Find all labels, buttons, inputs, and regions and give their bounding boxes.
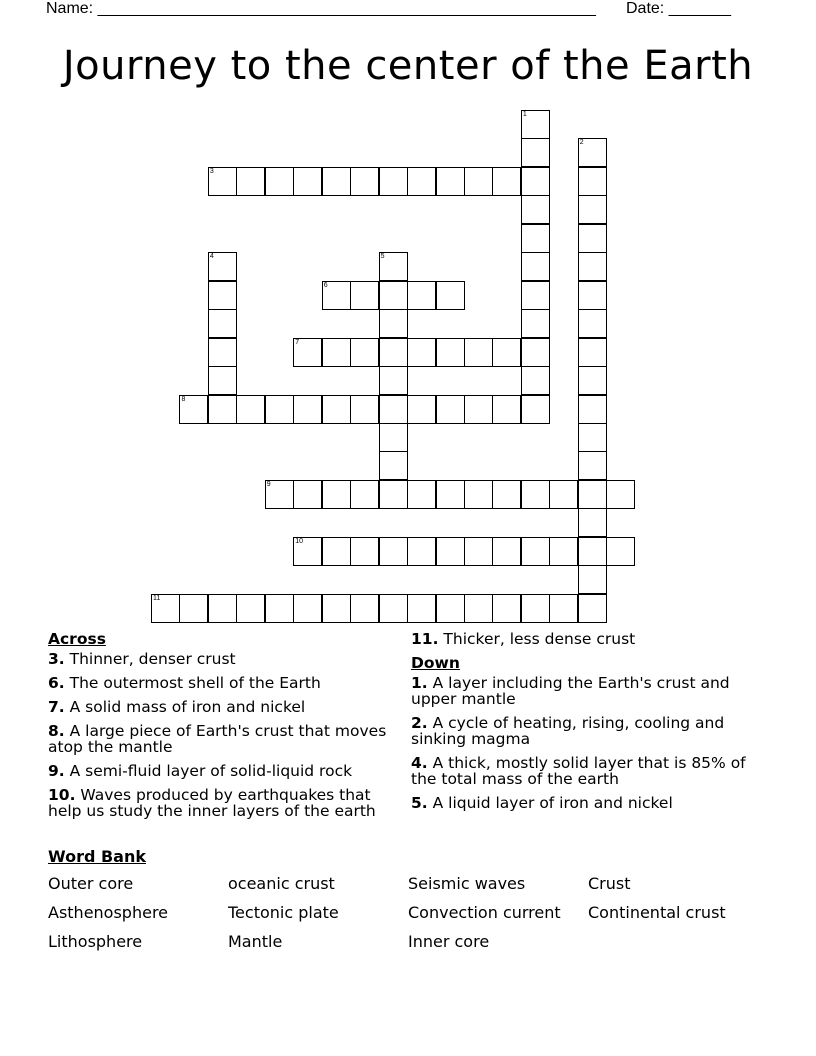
crossword-cell[interactable] bbox=[578, 309, 607, 338]
crossword-cell[interactable] bbox=[379, 537, 408, 566]
clue-number: 8. bbox=[48, 722, 65, 740]
crossword-cell[interactable] bbox=[578, 594, 607, 623]
clue-text: A liquid layer of iron and nickel bbox=[432, 794, 673, 812]
crossword-cell[interactable] bbox=[379, 451, 408, 480]
crossword-cell[interactable] bbox=[549, 537, 578, 566]
crossword-cell[interactable] bbox=[521, 167, 550, 196]
crossword-cell[interactable] bbox=[208, 309, 237, 338]
crossword-cell[interactable] bbox=[492, 594, 521, 623]
crossword-cell[interactable] bbox=[407, 594, 436, 623]
crossword-cell[interactable] bbox=[379, 252, 408, 281]
clue-number: 3. bbox=[48, 650, 65, 668]
crossword-cell[interactable] bbox=[578, 395, 607, 424]
crossword-cell[interactable] bbox=[492, 395, 521, 424]
clue-number: 7. bbox=[48, 698, 65, 716]
clue-number: 4. bbox=[411, 754, 428, 772]
crossword-cell[interactable] bbox=[236, 167, 265, 196]
crossword-cell[interactable] bbox=[322, 281, 351, 310]
crossword-cell[interactable] bbox=[521, 224, 550, 253]
crossword-cell[interactable] bbox=[464, 480, 493, 509]
crossword-cell[interactable] bbox=[350, 338, 379, 367]
cell-number: 5 bbox=[380, 253, 385, 261]
clue-text: The outermost shell of the Earth bbox=[69, 674, 321, 692]
crossword-cell[interactable] bbox=[350, 537, 379, 566]
crossword-cell[interactable] bbox=[208, 594, 237, 623]
word-bank-item: Mantle bbox=[228, 932, 283, 951]
clue-number: 2. bbox=[411, 714, 428, 732]
crossword-cell[interactable] bbox=[578, 281, 607, 310]
crossword-cell[interactable] bbox=[322, 480, 351, 509]
page-title: Journey to the center of the Earth bbox=[62, 43, 754, 89]
crossword-cell[interactable] bbox=[151, 594, 180, 623]
name-field-label: Name: ________________________________________________________ bbox=[46, 0, 596, 17]
crossword-cell[interactable] bbox=[379, 423, 408, 452]
crossword-cell[interactable] bbox=[236, 594, 265, 623]
word-bank-heading: Word Bank bbox=[48, 847, 147, 866]
crossword-cell[interactable] bbox=[464, 537, 493, 566]
across-clue bbox=[48, 723, 408, 755]
cell-number: 10 bbox=[295, 537, 304, 545]
clue-text: A thick, mostly solid layer that is 85% of the total mass of the earth bbox=[411, 754, 746, 788]
clue-text: Waves produced by earthquakes that help us study the inner layers of the earth bbox=[48, 786, 376, 820]
crossword-cell[interactable] bbox=[578, 366, 607, 395]
crossword-cell[interactable] bbox=[606, 480, 635, 509]
cell-number: 8 bbox=[181, 395, 186, 403]
crossword-cell[interactable] bbox=[549, 594, 578, 623]
crossword-cell[interactable] bbox=[322, 594, 351, 623]
crossword-cell[interactable] bbox=[521, 281, 550, 310]
cell-number: 11 bbox=[153, 594, 161, 602]
crossword-cell[interactable] bbox=[322, 395, 351, 424]
clue-number: 9. bbox=[48, 762, 65, 780]
crossword-cell[interactable] bbox=[436, 281, 465, 310]
crossword-cell[interactable] bbox=[350, 167, 379, 196]
clue-text: A cycle of heating, rising, cooling and sinking magma bbox=[411, 714, 725, 748]
crossword-cell[interactable] bbox=[407, 537, 436, 566]
crossword-cell[interactable] bbox=[407, 167, 436, 196]
crossword-cell[interactable] bbox=[521, 309, 550, 338]
crossword-cell[interactable] bbox=[322, 338, 351, 367]
crossword-cell[interactable] bbox=[208, 366, 237, 395]
crossword-cell[interactable] bbox=[578, 480, 607, 509]
crossword-cell[interactable] bbox=[436, 338, 465, 367]
cell-number: 4 bbox=[209, 253, 214, 261]
crossword-cell[interactable] bbox=[521, 338, 550, 367]
crossword-cell[interactable] bbox=[464, 338, 493, 367]
crossword-cell[interactable] bbox=[265, 480, 294, 509]
across-clue bbox=[48, 699, 408, 715]
crossword-cell[interactable] bbox=[492, 480, 521, 509]
crossword-cell[interactable] bbox=[521, 110, 550, 139]
crossword-cell[interactable] bbox=[492, 338, 521, 367]
word-bank-item: oceanic crust bbox=[228, 874, 335, 893]
crossword-cell[interactable] bbox=[606, 537, 635, 566]
crossword-cell[interactable] bbox=[293, 167, 322, 196]
cell-number: 9 bbox=[266, 480, 271, 488]
across-clue bbox=[48, 651, 408, 667]
clue-number: 11. bbox=[411, 630, 439, 648]
across-clue bbox=[48, 763, 408, 779]
across-clues bbox=[48, 631, 408, 827]
crossword-cell[interactable] bbox=[379, 480, 408, 509]
crossword-cell[interactable] bbox=[293, 480, 322, 509]
clue-number: 1. bbox=[411, 674, 428, 692]
crossword-cell[interactable] bbox=[436, 594, 465, 623]
down-clue bbox=[411, 795, 771, 811]
crossword-cell[interactable] bbox=[521, 594, 550, 623]
cell-number: 6 bbox=[323, 281, 328, 289]
crossword-cell[interactable] bbox=[379, 395, 408, 424]
down-heading: Down bbox=[411, 654, 460, 672]
crossword-cell[interactable] bbox=[578, 252, 607, 281]
word-bank bbox=[48, 874, 768, 952]
crossword-cell[interactable] bbox=[436, 537, 465, 566]
crossword-cell[interactable] bbox=[521, 138, 550, 167]
crossword-cell[interactable] bbox=[379, 281, 408, 310]
clue-text: A large piece of Earth's crust that moves atop the mantle bbox=[48, 722, 387, 756]
cell-number: 2 bbox=[579, 139, 584, 147]
crossword-cell[interactable] bbox=[379, 366, 408, 395]
crossword-cell[interactable] bbox=[521, 252, 550, 281]
word-bank-item: Asthenosphere bbox=[48, 903, 169, 922]
clue-number: 6. bbox=[48, 674, 65, 692]
word-bank-item: Continental crust bbox=[588, 903, 726, 922]
crossword-cell[interactable] bbox=[436, 167, 465, 196]
crossword-cell[interactable] bbox=[379, 309, 408, 338]
cell-number: 3 bbox=[209, 167, 214, 175]
crossword-cell[interactable] bbox=[379, 594, 408, 623]
crossword-cell[interactable] bbox=[578, 537, 607, 566]
across-heading: Across bbox=[48, 630, 106, 648]
crossword-cell[interactable] bbox=[350, 480, 379, 509]
crossword-cell[interactable] bbox=[578, 138, 607, 167]
crossword-cell[interactable] bbox=[293, 395, 322, 424]
crossword-cell[interactable] bbox=[521, 195, 550, 224]
word-bank-item: Seismic waves bbox=[408, 874, 526, 893]
crossword-cell[interactable] bbox=[407, 338, 436, 367]
word-bank-item: Lithosphere bbox=[48, 932, 143, 951]
crossword-cell[interactable] bbox=[464, 167, 493, 196]
crossword-cell[interactable] bbox=[208, 281, 237, 310]
crossword-cell[interactable] bbox=[208, 338, 237, 367]
crossword-cell[interactable] bbox=[350, 594, 379, 623]
word-bank-item: Outer core bbox=[48, 874, 134, 893]
crossword-cell[interactable] bbox=[578, 167, 607, 196]
crossword-cell[interactable] bbox=[521, 366, 550, 395]
crossword-cell[interactable] bbox=[293, 594, 322, 623]
down-clue bbox=[411, 755, 771, 787]
crossword-cell[interactable] bbox=[293, 338, 322, 367]
down-clue bbox=[411, 715, 771, 747]
crossword-cell[interactable] bbox=[236, 395, 265, 424]
crossword-cell[interactable] bbox=[436, 480, 465, 509]
clue-text: Thicker, less dense crust bbox=[443, 630, 636, 648]
crossword-cell[interactable] bbox=[265, 167, 294, 196]
crossword-cell[interactable] bbox=[379, 338, 408, 367]
across-clue bbox=[48, 675, 408, 691]
clue-number: 10. bbox=[48, 786, 76, 804]
crossword-cell[interactable] bbox=[208, 395, 237, 424]
word-bank-item: Tectonic plate bbox=[228, 903, 339, 922]
crossword-cell[interactable] bbox=[322, 537, 351, 566]
crossword-cell[interactable] bbox=[265, 395, 294, 424]
crossword-cell[interactable] bbox=[521, 537, 550, 566]
clue-number: 5. bbox=[411, 794, 428, 812]
crossword-cell[interactable] bbox=[549, 480, 578, 509]
crossword-cell[interactable] bbox=[322, 167, 351, 196]
crossword-cell[interactable] bbox=[179, 594, 208, 623]
crossword-cell[interactable] bbox=[407, 480, 436, 509]
crossword-cell[interactable] bbox=[179, 395, 208, 424]
cell-number: 7 bbox=[295, 338, 300, 346]
across-clue bbox=[48, 787, 408, 819]
crossword-cell[interactable] bbox=[578, 195, 607, 224]
clue-text: A solid mass of iron and nickel bbox=[69, 698, 306, 716]
crossword-cell[interactable] bbox=[436, 395, 465, 424]
crossword-cell[interactable] bbox=[578, 451, 607, 480]
clue-text: A layer including the Earth's crust and upper mantle bbox=[411, 674, 730, 708]
crossword-cell[interactable] bbox=[578, 508, 607, 537]
crossword-cell[interactable] bbox=[407, 395, 436, 424]
date-field-label: Date: _______ bbox=[626, 0, 731, 17]
crossword-cell[interactable] bbox=[265, 594, 294, 623]
cell-number: 1 bbox=[522, 111, 527, 118]
crossword-cell[interactable] bbox=[350, 281, 379, 310]
down-clue bbox=[411, 675, 771, 707]
crossword-cell[interactable] bbox=[578, 423, 607, 452]
crossword-cell[interactable] bbox=[578, 338, 607, 367]
word-bank-item: Inner core bbox=[408, 932, 490, 951]
word-bank-item: Convection current bbox=[408, 903, 561, 922]
crossword-cell[interactable] bbox=[293, 537, 322, 566]
crossword-cell[interactable] bbox=[578, 224, 607, 253]
clue-text: A semi-fluid layer of solid-liquid rock bbox=[69, 762, 353, 780]
down-clues bbox=[411, 631, 771, 819]
word-bank-item: Crust bbox=[588, 874, 631, 893]
crossword-cell[interactable] bbox=[407, 281, 436, 310]
clue-text: Thinner, denser crust bbox=[69, 650, 236, 668]
crossword-cell[interactable] bbox=[208, 167, 237, 196]
crossword-cell[interactable] bbox=[379, 167, 408, 196]
crossword-cell[interactable] bbox=[521, 395, 550, 424]
crossword-cell[interactable] bbox=[492, 537, 521, 566]
crossword-cell[interactable] bbox=[208, 252, 237, 281]
crossword-cell[interactable] bbox=[464, 594, 493, 623]
crossword-cell[interactable] bbox=[578, 565, 607, 594]
crossword-cell[interactable] bbox=[350, 395, 379, 424]
crossword-cell[interactable] bbox=[492, 167, 521, 196]
across-clue bbox=[411, 631, 771, 647]
crossword-cell[interactable] bbox=[464, 395, 493, 424]
crossword-cell[interactable] bbox=[521, 480, 550, 509]
